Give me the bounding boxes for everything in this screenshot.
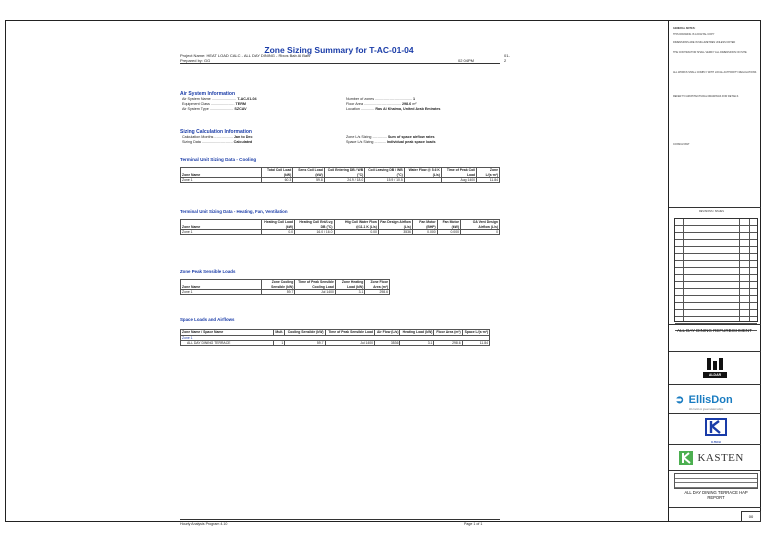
table-row	[181, 230, 500, 235]
zone-peak-header-row	[181, 280, 390, 290]
heating-header-cell: Fan Design Airflow (L/s)	[380, 220, 411, 229]
table-cell: 60.3	[262, 178, 293, 183]
ellisdon-arrow-icon: ➲	[675, 394, 685, 406]
general-notes-heading: GENERAL NOTES:	[673, 27, 696, 30]
cooling-header-cell: Sens Coil Load (kW)	[293, 168, 325, 178]
table-cell: 298.6	[434, 340, 462, 345]
table-cell: Zone 1	[181, 230, 262, 235]
zone-peak-header-cell: Zone Name	[181, 280, 262, 290]
table-row	[181, 340, 490, 345]
table-cell: 3536	[378, 230, 412, 235]
kasten-mark-icon	[679, 451, 693, 465]
drawing-title: ALL DAY DINING TERRACE HAP REPORT	[684, 490, 748, 500]
zone-peak-heading: Zone Peak Sensible Loads	[180, 269, 236, 274]
prepared-by: Prepared by: GG	[180, 58, 211, 63]
space-loads-header-cell: Heating Load (kW)	[400, 330, 434, 336]
air-system-left-2: Air System Type ....................... SZCAV	[182, 107, 247, 111]
table-cell: 59.7	[285, 340, 325, 345]
report-title: Zone Sizing Summary for T-AC-01-04	[264, 45, 414, 55]
table-cell: 0.00	[334, 230, 378, 235]
cooling-heading: Terminal Unit Sizing Data - Cooling	[180, 157, 257, 162]
divider	[669, 384, 761, 385]
sizing-left-1: Sizing Data .............................. Calculated	[182, 140, 253, 144]
k-mark-icon	[705, 418, 727, 440]
note-line: THE CONTRACTOR SHALL VERIFY ALL DIMENSIONS ON SITE	[673, 51, 747, 54]
zone-peak-header-cell: Zone Cooling Sensible (kW)	[262, 280, 295, 290]
heating-header-cell: Htg Coil Water Flow @11.1 K (L/s)	[334, 220, 378, 230]
space-loads-header-cell: Zone Name / Space Name	[181, 330, 274, 336]
footer-rule	[180, 519, 500, 520]
heating-header-cell: Heating Coil Ent/Lvg DB (°C)	[295, 220, 334, 230]
table-cell: 11.84	[462, 340, 489, 345]
sizing-left-0: Calculation Months .................. Jan to Dec	[182, 135, 253, 139]
table-cell: Aug 1400	[441, 178, 476, 183]
table-cell: Jul 1400	[325, 340, 375, 345]
note-line: ALL WORKS SHALL COMPLY WITH LOCAL AUTHORITY REGULATIONS	[673, 71, 757, 74]
air-system-left-1: Equipment Class ....................... TERM	[182, 102, 246, 106]
report-date: 02 04PM	[458, 58, 475, 63]
space-loads-header-cell: Floor Area (m²)	[434, 330, 462, 336]
heating-table	[180, 219, 500, 235]
header-rule	[180, 63, 500, 64]
note-line: DIMENSIONS ARE IN MILLIMETRES UNLESS NOTED	[673, 41, 736, 44]
table-cell: 11.84	[477, 178, 500, 183]
table-cell: 59.8	[293, 178, 325, 183]
cooling-table	[180, 167, 500, 183]
kasten-logo	[679, 449, 759, 467]
divider	[669, 324, 761, 325]
air-system-right-0: Number of zones .................................... 1	[346, 97, 416, 101]
table-row	[181, 178, 500, 183]
aldar-logo	[701, 357, 729, 384]
table-cell: Zone 1	[181, 178, 262, 183]
heating-header-cell: Heating Coil Load (kW)	[262, 220, 295, 230]
table-cell: 16.0 / 16.0	[295, 230, 334, 235]
zone-group-label: Zone 1	[181, 335, 490, 340]
divider	[669, 470, 761, 471]
footer-program: Hourly Analysis Program 4.10	[180, 522, 228, 526]
zone-peak-table	[180, 279, 390, 295]
heating-heading: Terminal Unit Sizing Data - Heating, Fan, Ventilation	[180, 209, 288, 214]
table-row	[181, 290, 390, 295]
heating-header-cell: Fan Motor (BHP)	[412, 220, 437, 230]
revisions-label: REVISIONS / ISSUES	[699, 210, 724, 213]
space-loads-header-cell: Space L/(s·m²)	[462, 330, 489, 336]
table-cell: 3.1	[400, 340, 434, 345]
table-cell: 0.000	[437, 230, 460, 235]
air-system-heading: Air System Information	[180, 91, 236, 97]
sheet-main-area	[6, 21, 668, 526]
cooling-header-cell: Water Flow @ 5.6 K (L/s)	[404, 168, 441, 178]
divider	[669, 207, 761, 208]
drawing-sheet	[5, 20, 761, 526]
table-cell: ALL DAY DINING TERRACE	[181, 340, 274, 345]
revision-grid	[674, 218, 758, 322]
k-wordmark: K-TECH	[711, 441, 721, 444]
table-cell: 1	[274, 340, 285, 345]
table-cell: 0.0	[262, 230, 295, 235]
report-page	[174, 41, 510, 526]
space-loads-heading: Space Loads and Airflows	[180, 317, 235, 322]
note-line: THIS DRAWING IS A DIGITAL COPY	[673, 33, 715, 36]
table-cell: 0	[460, 230, 499, 235]
consultant-label: CONSULTANT	[673, 143, 690, 146]
sizing-right-1: Space L/s Sizing ........... Individual peak space loads	[346, 140, 436, 144]
page-tag: 01-2	[504, 53, 510, 63]
aldar-wordmark: ALDAR	[708, 373, 722, 377]
ellisdon-wordmark: EllisDon	[688, 394, 733, 406]
heating-header-cell: Zone Name	[181, 220, 262, 230]
zone-peak-header-cell: Zone Floor Area (m²)	[365, 280, 390, 290]
table-cell: 3.1	[335, 290, 364, 295]
note-line: REFER TO ARCHITECTURAL DRAWINGS FOR DETAILS	[673, 95, 739, 98]
cooling-header-cell: Time of Peak Coil Load	[441, 168, 476, 178]
cooling-header-cell: Coil Entering DB / WB (°C)	[324, 168, 364, 178]
air-system-right-1: Floor Area .................................... 298.6 m²	[346, 102, 417, 106]
zone-peak-header-cell: Time of Peak Sensible Cooling Load	[295, 280, 336, 290]
table-cell: 0.000	[412, 230, 437, 235]
footer-page: Page 1 of 1	[464, 522, 483, 526]
ellisdon-tagline: We build on great relationships	[689, 408, 724, 411]
heating-header-cell: Fan Motor (kW)	[437, 220, 460, 230]
cooling-header-cell: Coil Leaving DB / WB (°C)	[365, 168, 405, 178]
ellisdon-logo	[675, 390, 757, 411]
divider	[669, 351, 761, 352]
divider	[669, 413, 761, 414]
table-cell: 15.9 / 10.5	[365, 178, 405, 183]
table-cell	[404, 178, 441, 183]
space-loads-header-cell: Mult.	[275, 330, 284, 334]
heating-header-cell: OA Vent Design Airflow (L/s)	[460, 220, 499, 230]
sizing-right-0: Zone L/s Sizing .............. Sum of space airflow rates	[346, 135, 435, 139]
project-name: Project Name: HEAT LOAD CALC - ALL DAY DINING - Rixos Bab Al Bahr	[180, 53, 311, 58]
table-cell: Zone 1	[181, 290, 262, 295]
heating-header-row	[181, 220, 500, 230]
table-cell: 3536	[375, 340, 400, 345]
k-logo	[705, 418, 727, 444]
cooling-header-cell: Zone Name	[181, 168, 262, 178]
project-title: ALL DAY DINING REFURBISHMENT	[677, 328, 752, 333]
zone-peak-header-cell: Zone Heating Load (kW)	[335, 280, 364, 290]
sheet-number: 00	[741, 511, 761, 522]
cooling-header-cell: Total Coil Load (kW)	[262, 168, 293, 178]
divider	[669, 444, 761, 445]
air-system-right-2: Location ............. Ras Al Khaima, United Arab Emirates	[346, 107, 441, 111]
space-loads-header-cell: Cooling Sensible (kW)	[285, 330, 325, 336]
table-cell: 298.6	[365, 290, 390, 295]
cooling-header-cell: Zone L/(s·m²)	[477, 168, 500, 178]
air-system-left-0: Air System Name ........................ T-AC-01-04	[182, 97, 257, 101]
space-loads-header-cell: Air Flow (L/s)	[375, 330, 400, 336]
client-info-grid	[674, 473, 758, 489]
title-block	[668, 21, 762, 521]
divider	[669, 507, 761, 508]
table-cell: Jul 1400	[295, 290, 336, 295]
space-loads-header-cell: Time of Peak Sensible Load	[325, 330, 375, 336]
sizing-calc-heading: Sizing Calculation Information	[180, 129, 252, 135]
cooling-header-row	[181, 168, 500, 178]
space-loads-table	[180, 329, 490, 346]
table-cell: 59.7	[262, 290, 295, 295]
kasten-wordmark: KASTEN	[697, 451, 744, 464]
table-cell: 24.9 / 18.0	[324, 178, 364, 183]
